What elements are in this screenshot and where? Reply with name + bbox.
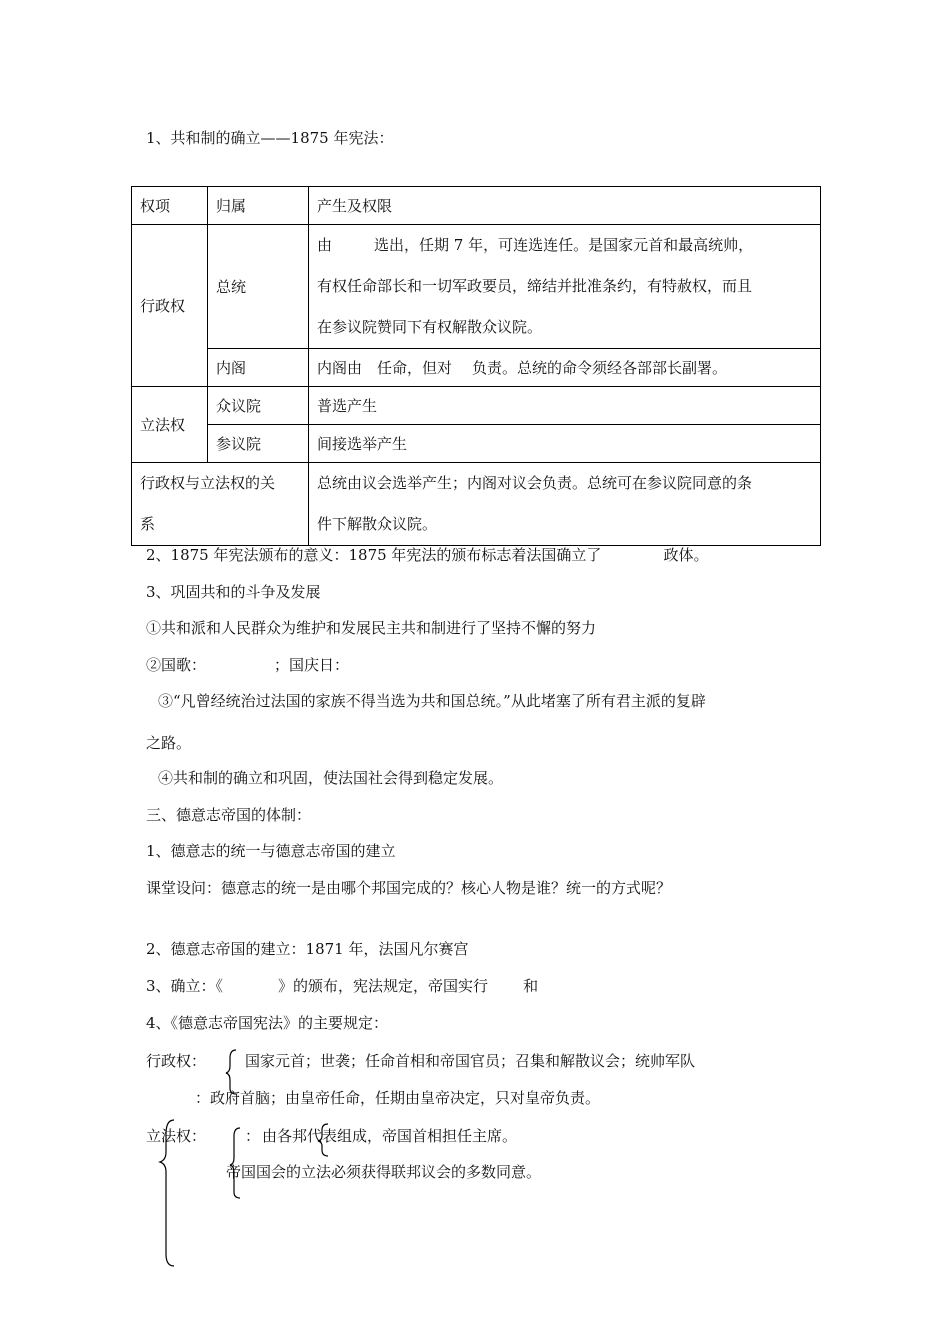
- legislative-label: 立法权: [132, 387, 208, 463]
- president-label: 总统: [208, 225, 309, 349]
- significance-line: 2、1875 年宪法颁布的意义：1875 年宪法的颁布标志着法国确立了 政体。: [146, 546, 709, 564]
- cabinet-label: 内阁: [208, 349, 309, 387]
- executive-item-1: 国家元首；世袭；任命首相和帝国官员；召集和解散议会；统帅军队: [245, 1052, 696, 1070]
- legislative-item-1-colon: ：: [245, 1127, 261, 1145]
- section-title-1: 1、共和制的确立——1875 年宪法：: [146, 129, 394, 147]
- outer-brace: [160, 1120, 174, 1266]
- point-2: ②国歌： ；国庆日：: [146, 656, 350, 674]
- point-4: ④共和制的确立和巩固，使法国社会得到稳定发展。: [158, 769, 504, 787]
- heading-provisions: 4、《德意志帝国宪法》的主要规定：: [146, 1014, 389, 1032]
- executive-item-2: ：政府首脑；由皇帝任命，任期由皇帝决定，只对皇帝负责。: [195, 1089, 601, 1107]
- establishment-line: 3、确立：《 》的颁布，宪法规定，帝国实行 和: [146, 977, 539, 995]
- header-owner: 归属: [208, 187, 309, 225]
- constitution-table: [131, 186, 821, 546]
- point-3: ③“凡曾经统治过法国的家族不得当选为共和国总统。”从此堵塞了所有君主派的复辟: [158, 692, 706, 710]
- cabinet-desc: 内阁由 任命，但对 负责。总统的命令须经各部部长副署。: [309, 349, 821, 387]
- section-title-3: 三、德意志帝国的体制：: [146, 806, 312, 824]
- point-3-cont: 之路。: [146, 734, 192, 752]
- legislative-item-1: 由各邦代表组成，帝国首相担任主席。: [262, 1127, 518, 1145]
- legislative-item-2: 帝国国会的立法必须获得联邦议会的多数同意。: [226, 1163, 542, 1181]
- senate-label: 参议院: [208, 425, 309, 463]
- president-desc: 由 选出，任期 7 年，可连选连任。是国家元首和最高统帅， 有权任命部长和一切军政要员，缔结并批准条约，有特赦权，而且 在参议院赞同下有权解散众议院。: [309, 225, 821, 349]
- header-rights: 权项: [132, 187, 208, 225]
- leg-inner-brace: [230, 1128, 240, 1198]
- legislative-power-label: 立法权：: [146, 1127, 207, 1145]
- exec-brace: [226, 1050, 236, 1094]
- executive-label: 行政权: [132, 225, 208, 387]
- heading-consolidation: 3、巩固共和的斗争及发展: [146, 583, 321, 601]
- empire-founding: 2、德意志帝国的建立：1871 年，法国凡尔赛宫: [146, 940, 469, 958]
- header-powers: 产生及权限: [309, 187, 821, 225]
- leg-council-brace: [318, 1124, 328, 1156]
- executive-power-label: 行政权：: [146, 1052, 207, 1070]
- lower-house-desc: 普选产生: [309, 387, 821, 425]
- brace-lines: [150, 1044, 350, 1270]
- point-1: ①共和派和人民群众为维护和发展民主共和制进行了坚持不懈的努力: [146, 619, 597, 637]
- lower-house-label: 众议院: [208, 387, 309, 425]
- heading-unification: 1、德意志的统一与德意志帝国的建立: [146, 842, 396, 860]
- relation-label: 行政权与立法权的关 系: [132, 463, 309, 546]
- senate-desc: 间接选举产生: [309, 425, 821, 463]
- relation-desc: 总统由议会选举产生；内阁对议会负责。总统可在参议院同意的条 件下解散众议院。: [309, 463, 821, 546]
- class-question: 课堂设问：德意志的统一是由哪个邦国完成的？核心人物是谁？统一的方式呢？: [146, 879, 672, 897]
